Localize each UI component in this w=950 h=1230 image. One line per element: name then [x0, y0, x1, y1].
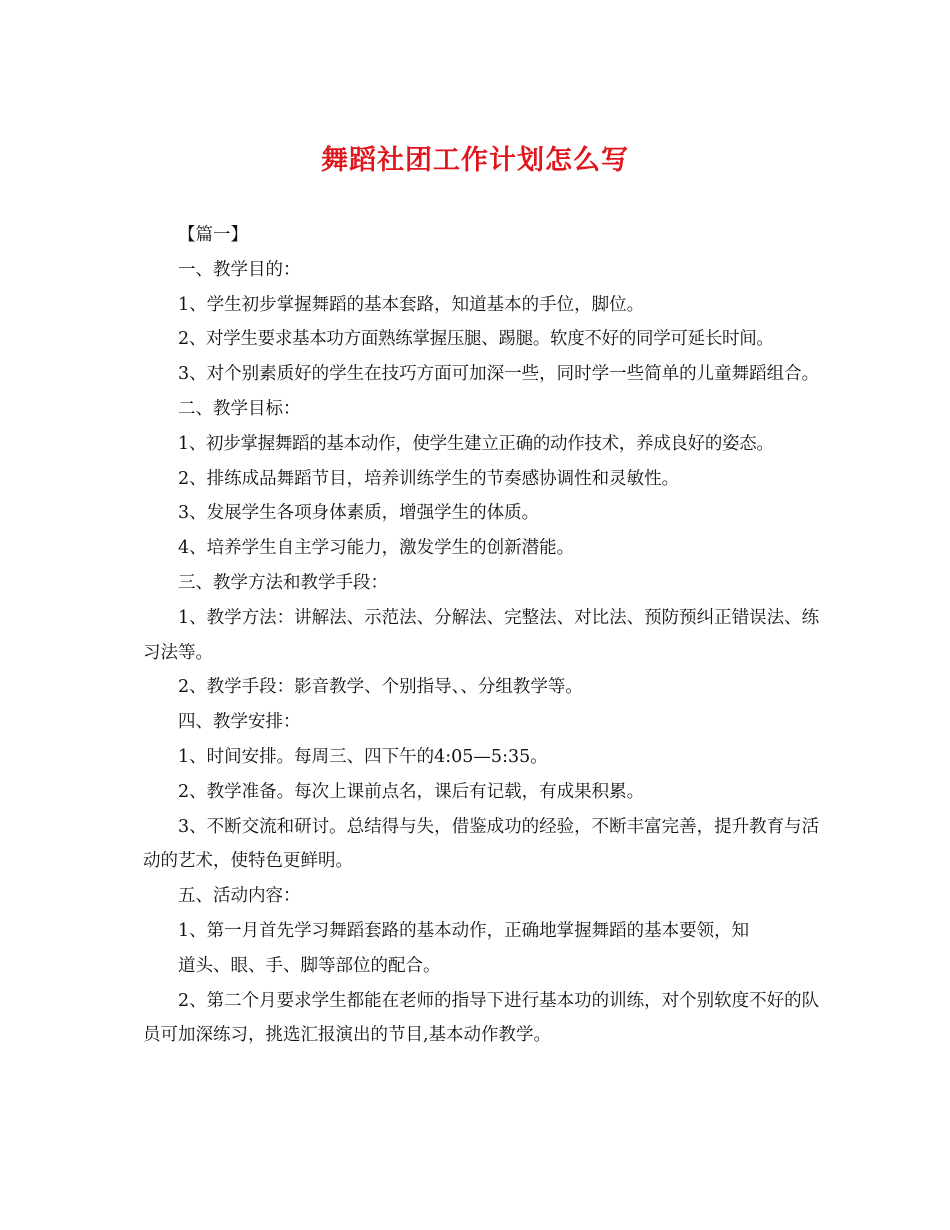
paragraph: 1、教学方法：讲解法、示范法、分解法、完整法、对比法、预防预纠正错误法、练习法等。 — [143, 607, 820, 663]
paragraph: 1、时间安排。每周三、四下午的4:05—5:35。 — [178, 746, 548, 767]
section-label: 【篇一】 — [178, 225, 248, 245]
paragraph: 2、教学准备。每次上课前点名，课后有记载，有成果积累。 — [178, 781, 645, 802]
paragraph: 3、发展学生各项身体素质，增强学生的体质。 — [178, 503, 540, 524]
paragraph: 2、排练成品舞蹈节目，培养训练学生的节奏感协调性和灵敏性。 — [178, 468, 680, 489]
heading-teaching-arrangement: 四、教学安排： — [178, 712, 301, 733]
paragraph: 2、第二个月要求学生都能在老师的指导下进行基本功的训练，对个别软度不好的队员可加深练习，挑选汇报演出的节目,基本动作教学。 — [143, 990, 820, 1046]
heading-teaching-methods: 三、教学方法和教学手段： — [178, 572, 388, 593]
document-title: 舞蹈社团工作计划怎么写 — [321, 145, 629, 176]
paragraph: 1、第一月首先学习舞蹈套路的基本动作，正确地掌握舞蹈的基本要领，知 — [178, 920, 750, 941]
document-body — [143, 218, 823, 1053]
paragraph: 1、学生初步掌握舞蹈的基本套路，知道基本的手位，脚位。 — [178, 294, 645, 315]
paragraph: 4、培养学生自主学习能力，激发学生的创新潜能。 — [178, 538, 575, 559]
heading-activity-content: 五、活动内容： — [178, 886, 301, 907]
paragraph: 1、初步掌握舞蹈的基本动作，使学生建立正确的动作技术，养成良好的姿态。 — [178, 433, 774, 454]
paragraph-continuation: 道头、眼、手、脚等部位的配合。 — [178, 955, 441, 976]
paragraph: 3、对个别素质好的学生在技巧方面可加深一些，同时学一些简单的儿童舞蹈组合。 — [178, 364, 820, 385]
paragraph: 2、对学生要求基本功方面熟练掌握压腿、踢腿。软度不好的同学可延长时间。 — [178, 329, 774, 350]
heading-teaching-purpose: 一、教学目的： — [178, 259, 301, 280]
heading-teaching-goals: 二、教学目标： — [178, 398, 301, 419]
paragraph: 3、不断交流和研讨。总结得与失，借鉴成功的经验，不断丰富完善，提升教育与活动的艺术，使特色更鲜明。 — [143, 816, 820, 872]
paragraph: 2、教学手段：影音教学、个别指导、、分组教学等。 — [178, 677, 583, 698]
